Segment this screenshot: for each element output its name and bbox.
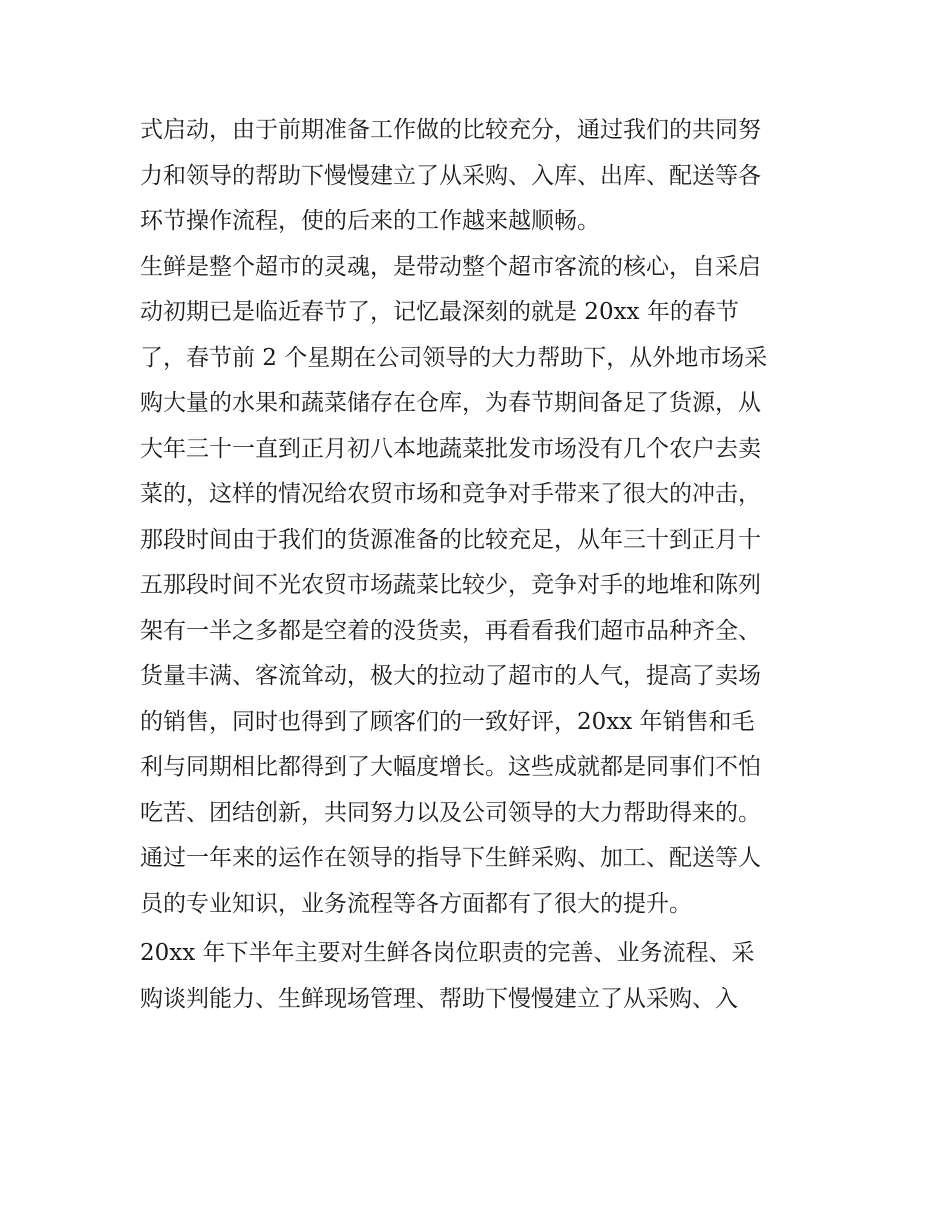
text-line: 菜的，这样的情况给农贸市场和竞争对手带来了很大的冲击， bbox=[140, 481, 761, 507]
text-line: 动初期已是临近春节了，记忆最深刻的就是 20xx 年的春节 bbox=[140, 299, 739, 325]
text-line: 五那段时间不光农贸市场蔬菜比较少，竞争对手的地堆和陈列 bbox=[140, 572, 761, 598]
text-line: 式启动，由于前期准备工作做的比较充分，通过我们的共同努 bbox=[140, 117, 761, 143]
text-line: 吃苦、团结创新，共同努力以及公司领导的大力帮助得来的。 bbox=[140, 799, 761, 826]
text-line: 大年三十一直到正月初八本地蔬菜批发市场没有几个农户去卖 bbox=[140, 435, 761, 462]
document-body bbox=[140, 108, 820, 1022]
text-line: 货量丰满、客流耸动，极大的拉动了超市的人气，提高了卖场 bbox=[140, 663, 761, 689]
text-line: 购大量的水果和蔬菜储存在仓库，为春节期间备足了货源，从 bbox=[140, 390, 761, 416]
text-line: 通过一年来的运作在领导的指导下生鲜采购、加工、配送等人 bbox=[140, 845, 761, 871]
text-line: 20xx 年下半年主要对生鲜各岗位职责的完善、业务流程、采 bbox=[140, 940, 755, 966]
text-line: 架有一半之多都是空着的没货卖，再看看我们超市品种齐全、 bbox=[140, 617, 761, 644]
text-line: 环节操作流程，使的后来的工作越来越顺畅。 bbox=[140, 208, 600, 234]
text-line: 员的专业知识，业务流程等各方面都有了很大的提升。 bbox=[140, 890, 692, 917]
text-line: 那段时间由于我们的货源准备的比较充足，从年三十到正月十 bbox=[140, 526, 761, 553]
text-line: 的销售，同时也得到了顾客们的一致好评，20xx 年销售和毛 bbox=[140, 708, 755, 735]
text-line: 力和领导的帮助下慢慢建立了从采购、入库、出库、配送等各 bbox=[140, 162, 761, 189]
text-line: 购谈判能力、生鲜现场管理、帮助下慢慢建立了从采购、入 bbox=[140, 985, 738, 1012]
text-line: 利与同期相比都得到了大幅度增长。这些成就都是同事们不怕 bbox=[140, 754, 761, 780]
text-line: 了，春节前 2 个星期在公司领导的大力帮助下，从外地市场采 bbox=[140, 344, 768, 371]
text-line: 生鲜是整个超市的灵魂，是带动整个超市客流的核心，自采启 bbox=[140, 253, 761, 280]
